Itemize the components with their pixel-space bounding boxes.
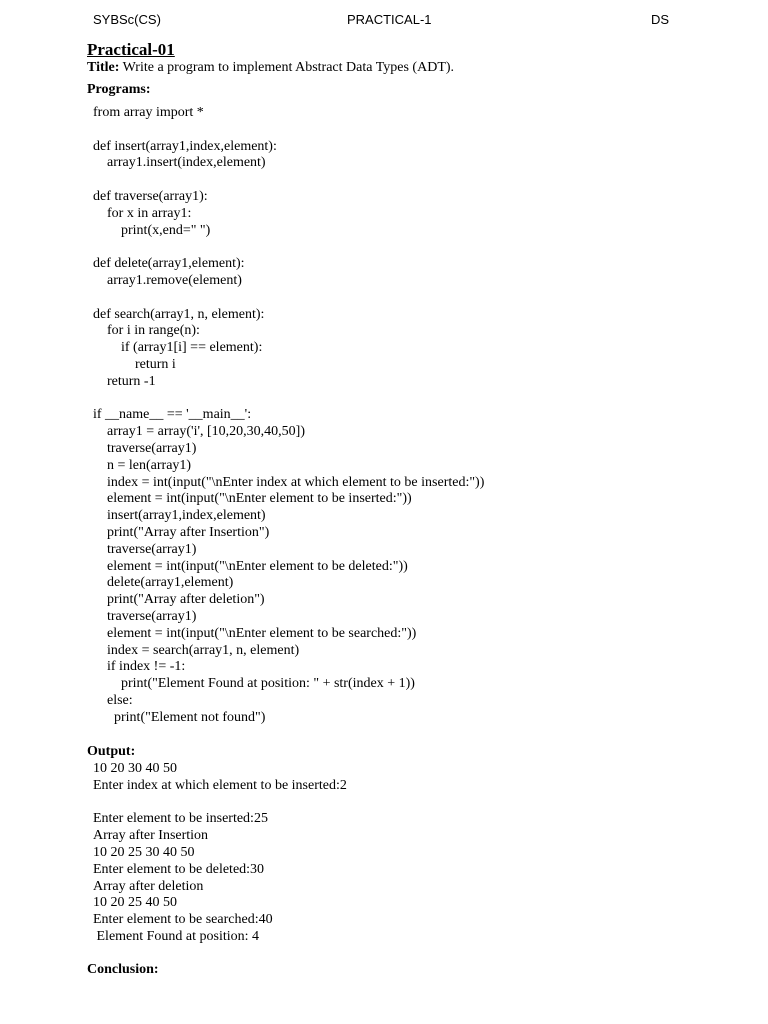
output-line: 10 20 25 30 40 50 — [93, 844, 195, 860]
code-line: return i — [93, 356, 176, 372]
code-line: traverse(array1) — [93, 440, 197, 456]
output-line — [93, 795, 347, 812]
header-right: DS — [651, 12, 670, 27]
code-line: traverse(array1) — [93, 541, 197, 557]
programs-heading: Programs: — [87, 82, 151, 97]
output-line: Element Found at position: 4 — [93, 928, 260, 944]
code-line — [93, 290, 484, 307]
code-line: n = len(array1) — [93, 457, 192, 473]
conclusion-heading: Conclusion: — [87, 962, 159, 977]
code-line: from array import * — [93, 105, 204, 120]
output-block — [93, 761, 347, 946]
code-line: index = int(input("\nEnter index at which element to be inserted:")) — [93, 474, 485, 490]
output-line: 10 20 25 40 50 — [93, 895, 177, 911]
code-line: if index != -1: — [93, 659, 186, 675]
title-line — [87, 60, 454, 76]
code-line: def search(array1, n, element): — [93, 306, 265, 322]
code-line — [93, 172, 484, 189]
code-line: for x in array1: — [93, 205, 192, 221]
title-text: Write a program to implement Abstract Data Types (ADT). — [119, 60, 455, 75]
code-line: print("Element not found") — [93, 709, 266, 725]
output-heading: Output: — [87, 744, 136, 759]
code-line: def traverse(array1): — [93, 188, 208, 204]
code-line: if (array1[i] == element): — [93, 340, 263, 356]
code-line: return -1 — [93, 373, 156, 389]
output-line: 10 20 30 40 50 — [93, 761, 177, 776]
output-line: Enter element to be searched:40 — [93, 912, 273, 928]
code-line: element = int(input("\nEnter element to be deleted:")) — [93, 558, 408, 574]
code-line: print("Array after deletion") — [93, 592, 265, 608]
output-line: Array after Insertion — [93, 828, 209, 844]
code-line: array1.remove(element) — [93, 272, 242, 288]
code-line — [93, 391, 484, 408]
code-line: for i in range(n): — [93, 323, 200, 339]
code-line: element = int(input("\nEnter element to be inserted:")) — [93, 491, 412, 507]
code-line: index = search(array1, n, element) — [93, 642, 300, 658]
code-line: def insert(array1,index,element): — [93, 138, 277, 154]
code-line: else: — [93, 692, 133, 708]
output-line: Array after deletion — [93, 878, 204, 894]
title-label: Title: — [87, 60, 120, 75]
code-line — [93, 122, 484, 139]
code-line: delete(array1,element) — [93, 575, 234, 591]
code-line: array1 = array('i', [10,20,30,40,50]) — [93, 424, 305, 440]
header-center: PRACTICAL-1 — [347, 12, 432, 27]
output-line: Enter index at which element to be inserted:2 — [93, 777, 347, 793]
code-line: insert(array1,index,element) — [93, 508, 266, 524]
code-line: def delete(array1,element): — [93, 256, 245, 272]
code-line: traverse(array1) — [93, 608, 197, 624]
code-line: print(x,end=" ") — [93, 222, 211, 238]
code-line: element = int(input("\nEnter element to be searched:")) — [93, 625, 417, 641]
code-line: array1.insert(index,element) — [93, 155, 266, 171]
page-title: Practical-01 — [87, 40, 175, 59]
code-line: print("Array after Insertion") — [93, 524, 270, 540]
code-line: if __name__ == '__main__': — [93, 407, 252, 423]
output-line: Enter element to be deleted:30 — [93, 861, 265, 877]
output-line: Enter element to be inserted:25 — [93, 811, 268, 827]
code-block — [93, 105, 484, 726]
header-left: SYBSc(CS) — [93, 12, 161, 27]
code-line — [93, 239, 484, 256]
code-line: print("Element Found at position: " + str(index + 1)) — [93, 676, 415, 692]
